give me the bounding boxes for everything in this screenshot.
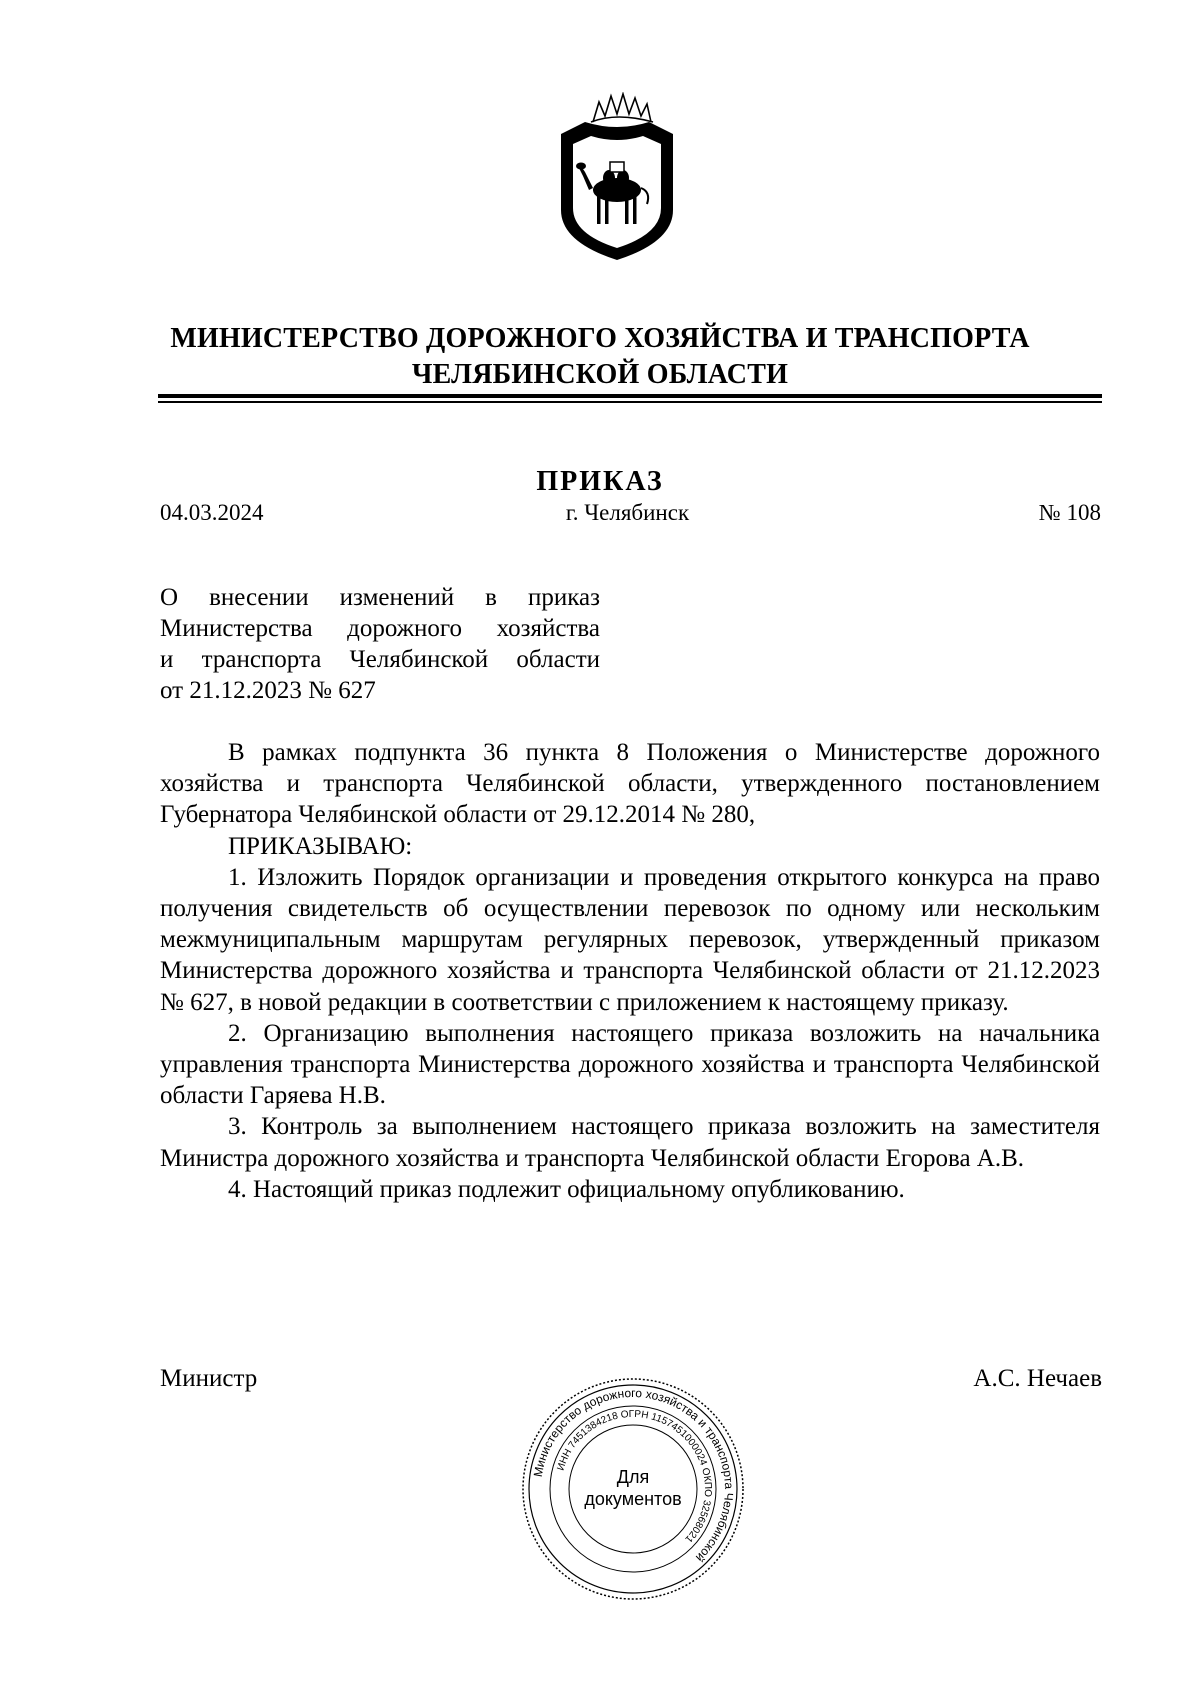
order-item-4: 4. Настоящий приказ подлежит официальному опубликованию. bbox=[228, 1175, 905, 1203]
header-divider-thin bbox=[158, 401, 1102, 403]
order-body bbox=[160, 737, 1100, 1205]
order-city: г. Челябинск bbox=[565, 500, 690, 525]
subject-line: и транспорта Челябинской области bbox=[160, 646, 600, 673]
chelyabinsk-coat-of-arms-emblem bbox=[555, 92, 680, 264]
signatory-name: А.С. Нечаев bbox=[973, 1365, 1102, 1392]
order-title: ПРИКАЗ bbox=[536, 466, 664, 497]
order-number: № 108 bbox=[1038, 500, 1101, 525]
order-date: 04.03.2024 bbox=[160, 500, 264, 525]
order-subject bbox=[160, 582, 600, 706]
order-item-1: 1. Изложить Порядок организации и проведения открытого конкурса на право получения свидетельств об осуществлении перевозок по одному или нескольким межмуниципальным маршрутам регулярных перевозок, утвержденный приказом Министерства дорожного хозяйства и транспорта Челябинской области от 21.12.2023 № 627, в новой редакции в соответствии с приложением к настоящему приказу. bbox=[160, 863, 1100, 1016]
signatory-position: Министр bbox=[160, 1365, 258, 1392]
subject-line: от 21.12.2023 № 627 bbox=[160, 677, 376, 704]
imperative-word: ПРИКАЗЫВАЮ: bbox=[228, 832, 413, 860]
subject-line: Министерства дорожного хозяйства bbox=[160, 615, 600, 642]
header-divider-thick bbox=[158, 394, 1102, 398]
official-round-stamp bbox=[519, 1375, 747, 1603]
order-item-2: 2. Организацию выполнения настоящего приказа возложить на начальника управления транспорта Министерства дорожного хозяйства и транспорта Челябинской области Гаряева Н.В. bbox=[160, 1019, 1100, 1110]
preamble-paragraph: В рамках подпункта 36 пункта 8 Положения о Министерстве дорожного хозяйства и транспорта Челябинской области, утвержденного постановлением Губернатора Челябинской области от 29.12.2014 № 280, bbox=[160, 739, 1100, 829]
stamp-inner-ring-text: ИНН 7451384218 ОГРН 1157451000024 ОКПО 32568021 bbox=[555, 1408, 714, 1545]
stamp-outer-ring-text: Министерство дорожного хозяйства и транспорта Челябинской bbox=[530, 1385, 737, 1565]
subject-line: О внесении изменений в приказ bbox=[160, 584, 600, 611]
stamp-center-line2: документов bbox=[584, 1489, 682, 1509]
ministry-name-line1: МИНИСТЕРСТВО ДОРОЖНОГО ХОЗЯЙСТВА И ТРАНСПОРТА bbox=[170, 323, 1030, 354]
ministry-name-line2: ЧЕЛЯБИНСКОЙ ОБЛАСТИ bbox=[411, 359, 789, 390]
order-item-3: 3. Контроль за выполнением настоящего приказа возложить на заместителя Министра дорожного хозяйства и транспорта Челябинской области Егорова А.В. bbox=[160, 1113, 1100, 1172]
stamp-center-line1: Для bbox=[616, 1467, 650, 1487]
